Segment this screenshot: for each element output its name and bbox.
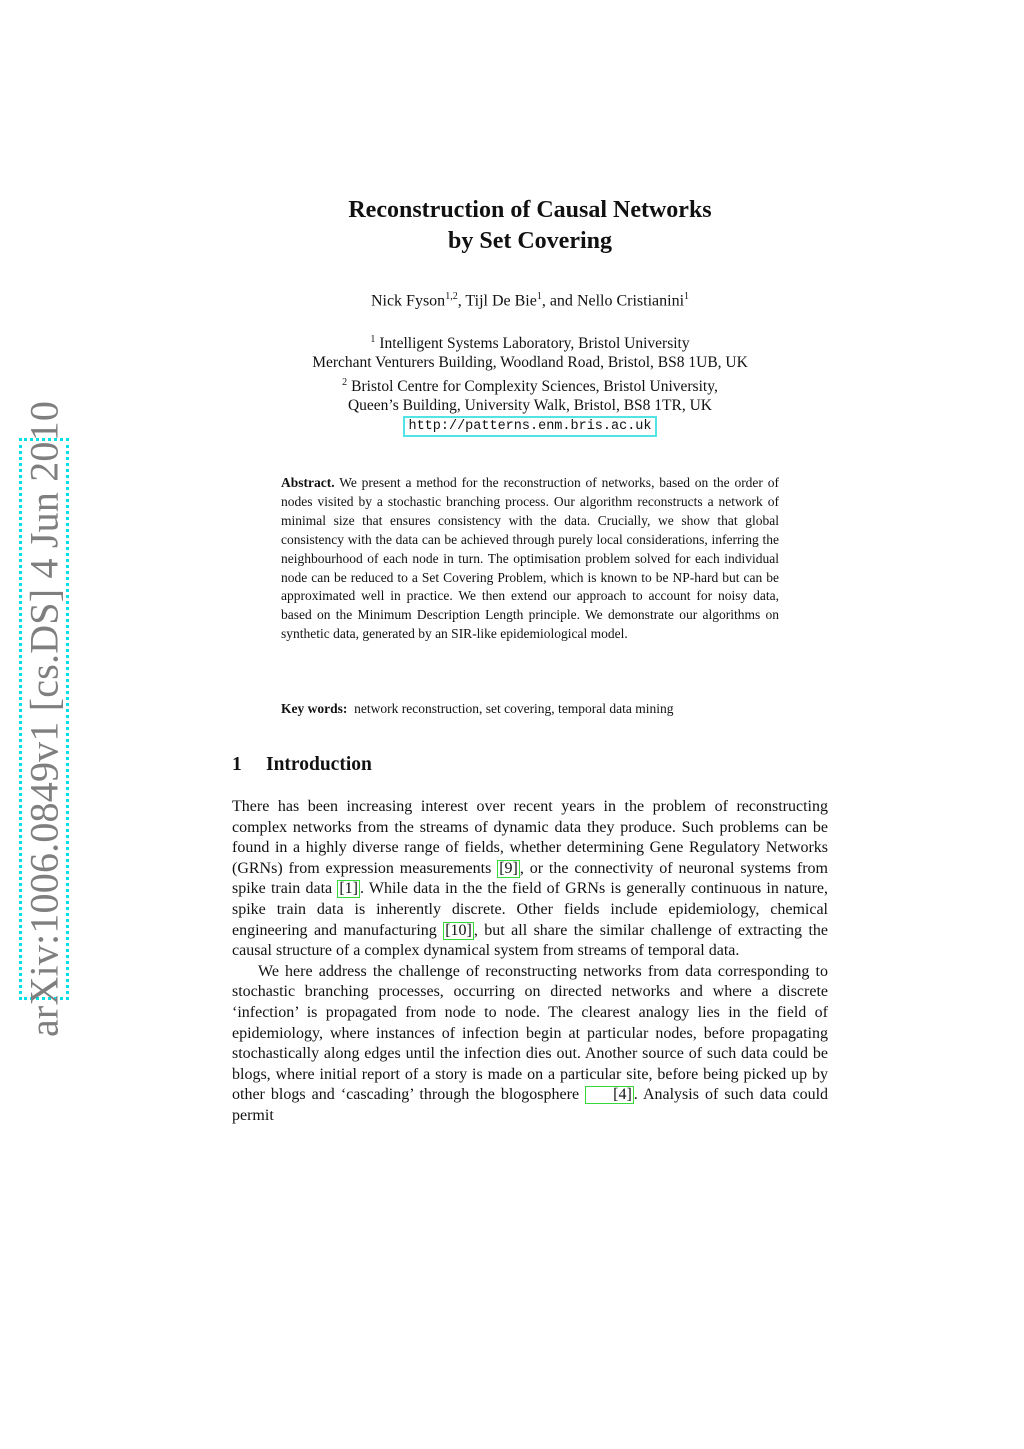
paragraph [232,797,828,962]
title-line-1: Reconstruction of Causal Networks [348,197,712,223]
author-affiliation-mark: 1 [536,291,542,302]
author-affiliation-mark: 1,2 [445,291,458,302]
affiliation-line: Merchant Venturers Building, Woodland Road, Bristol, BS8 1UB, UK [312,354,748,372]
citation-link[interactable]: [1] [339,880,358,898]
paragraph-text: We here address the challenge of reconstructing networks from data corresponding to stochastic branching processes, occurring on directed networks and where a discrete ‘infection’ is propagated from node to node. The clearest analogy lies in the field of epidemiology, where instances of infection begin at particular nodes, before propagating stochastically along edges until the infection dies out. Another source of such data could be blogs, where initial report of a story is made on a particular site, before being picked up by other blogs and ‘cascading’ through the blogosphere [232,962,828,1104]
affiliation-line [232,330,828,353]
affiliation-text: Intelligent Systems Laboratory, Bristol University [379,335,690,353]
section-title: Introduction [266,754,372,775]
section-heading [232,754,372,776]
paragraph-text: . While data in the the field of GRNs is generally continuous in nature, spike train data is inherently discrete. Other fields include epidemiology, chemical engineering and manufacturing [232,880,828,939]
author-name: Tijl De Bie [465,292,537,310]
title-line-2: by Set Covering [448,228,612,254]
paragraph [232,962,828,1127]
affiliation-line [232,373,828,396]
keywords-text: network reconstruction, set covering, temporal data mining [354,701,674,716]
author-name: Nick Fyson [370,292,446,310]
paragraph-text: , but all share the similar challenge of extracting the causal structure of a complex dynamical system from streams of temporal data. [232,921,829,960]
abstract-label: Abstract. [281,475,335,490]
affiliation-number: 2 [342,376,348,388]
author-name: Nello Cristianini [576,292,685,310]
website-link[interactable]: http://patterns.enm.bris.ac.uk [403,416,656,437]
keywords-label: Key words: [281,701,348,716]
citation-link[interactable]: [10] [445,921,472,939]
affiliation-text: Bristol Centre for Complexity Sciences, Bristol University, [351,377,718,395]
paper-title [232,195,828,257]
abstract-text: We present a method for the reconstruction of networks, based on the order of nodes visited by a stochastic branching process. Our algorithm reconstructs a network of minimal size that ensures consistency with the data. Crucially, we show that global consistency with the data can be achieved through purely local considerations, inferring the neighbourhood of each node in turn. The optimisation problem solved for each individual node can be reduced to a Set Covering Problem, which is known to be NP-hard but can be approximated well in practice. We then extend our approach to account for noisy data, based on the Minimum Description Length principle. We demonstrate our algorithms on synthetic data, generated by an SIR-like epidemiological model. [281,475,779,642]
citation-link[interactable]: [4] [585,1086,634,1104]
arxiv-identifier[interactable]: arXiv:1006.0849v1 [cs.DS] 4 Jun 2010 [21,400,67,1038]
paragraph-text: , or the connectivity of neuronal systems from spike train data [232,859,828,898]
section-number: 1 [232,754,242,775]
author-list: Nick Fyson$^{1,2}$, Tijl De Bie$^1$, and Nello Cristianini$^1$ [370,291,690,310]
paragraph-text: There has been increasing interest over recent years in the problem of reconstructing complex networks from the streams of dynamic data they produce. Such problems can be found in a highly diverse range of fields, whether determining Gene Regulatory Networks (GRNs) from expression measurements [232,798,828,877]
citation-link[interactable]: [9] [499,859,518,877]
paragraph-text: . Analysis of such data could permit [232,1086,829,1124]
introduction-body [232,797,828,1127]
affiliations [232,330,828,437]
affiliation-number: 1 [370,334,376,345]
keywords [281,701,801,717]
affiliation-line: Queen’s Building, University Walk, Bristol, BS8 1TR, UK [347,396,712,414]
abstract [281,474,779,644]
author-affiliation-mark: 1 [684,291,690,302]
author-separator: , and [541,292,577,310]
